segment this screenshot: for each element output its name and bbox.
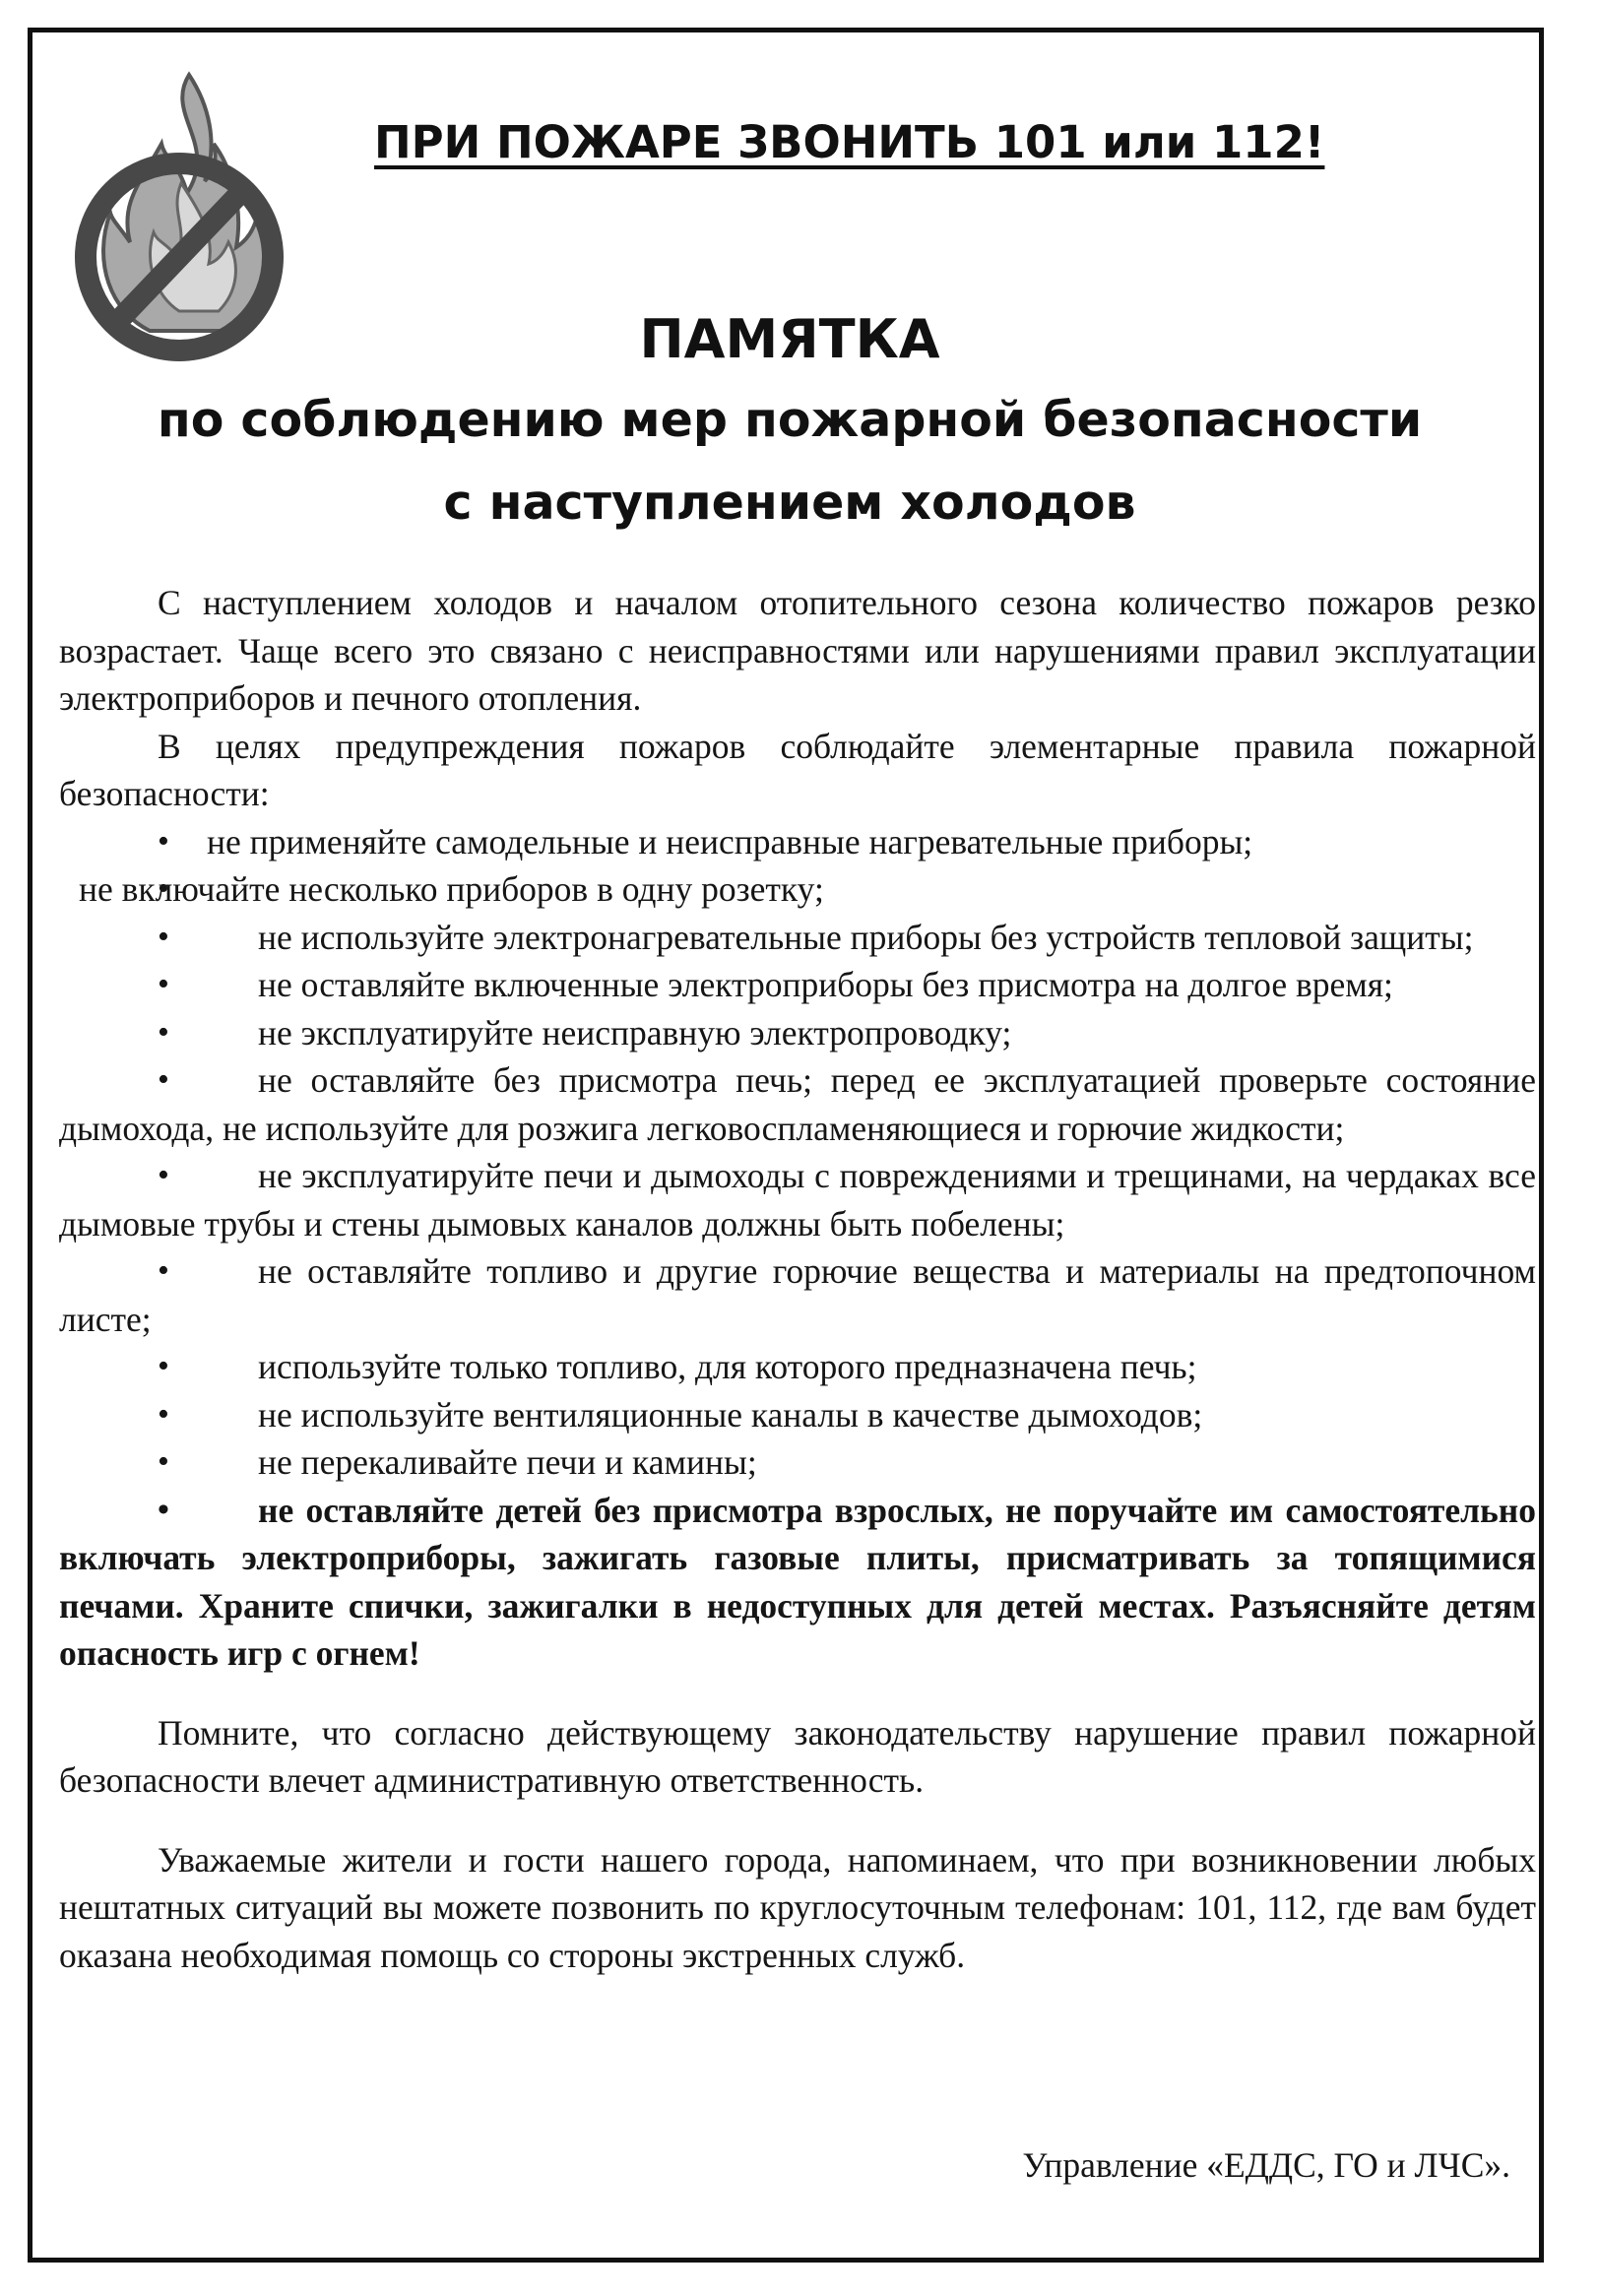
page-title <box>39 300 1540 544</box>
list-item: • не эксплуатируйте неисправную электропроводку; <box>59 1009 1536 1057</box>
title-line-3: с наступлением холодов <box>443 475 1136 531</box>
list-item-children-warning: • не оставляйте детей без присмотра взрослых, не поручайте им самостоятельно включать электроприборы, зажигать газовые плиты, присматривать за топящимися печами. Храните спички, зажигалки в недоступных для детей местах. Разъясняйте детям опасность игр с огнем! <box>59 1487 1536 1678</box>
title-line-1: ПАМЯТКА <box>639 308 940 370</box>
list-item: • используйте только топливо, для которого предназначена печь; <box>59 1343 1536 1391</box>
intro-paragraph-2: В целях предупреждения пожаров соблюдайте элементарные правила пожарной безопасности: <box>59 726 1536 813</box>
list-item: • не используйте вентиляционные каналы в качестве дымоходов; <box>59 1391 1536 1439</box>
closing-paragraph-2: Уважаемые жители и гости нашего города, напоминаем, что при возникновении любых нештатных ситуаций вы можете позвонить по круглосуточным телефонам: 101, 112, где вам будет оказана необходимая помощь со стороны экстренных служб. <box>59 1839 1536 1975</box>
list-item: • не эксплуатируйте печи и дымоходы с повреждениями и трещинами, на чердаках все дымовые трубы и стены дымовых каналов должны быть побелены; <box>59 1152 1536 1247</box>
title-line-2: по соблюдению мер пожарной безопасности <box>157 392 1423 448</box>
closing-paragraph-1: Помните, что согласно действующему законодательству нарушение правил пожарной безопасности влечет административную ответственность. <box>59 1712 1536 1800</box>
spacer <box>59 1678 1536 1709</box>
intro-paragraph-1: С наступлением холодов и началом отопительного сезона количество пожаров резко возрастает. Чаще всего это связано с неисправностями или нарушениями правил эксплуатации электроприборов и печного отопления. <box>59 583 1536 718</box>
list-item: • не перекаливайте печи и камины; <box>59 1438 1536 1487</box>
rules-list <box>59 818 1536 1678</box>
list-item-continuation <box>59 865 1536 914</box>
list-item: • не применяйте самодельные и неисправные нагревательные приборы; <box>59 818 1536 866</box>
list-item: • не оставляйте включенные электроприборы без присмотра на долгое время; <box>59 961 1536 1009</box>
signature: Управление «ЕДДС, ГО и ЛЧС». <box>1022 2145 1510 2185</box>
spacer <box>59 1805 1536 1836</box>
emergency-call-heading: ПРИ ПОЖАРЕ ЗВОНИТЬ 101 или 112! <box>374 116 1325 168</box>
list-item: • не оставляйте топливо и другие горючие вещества и материалы на предтопочном листе; <box>59 1247 1536 1343</box>
memo-body <box>59 579 1536 1979</box>
list-item: • не оставляйте без присмотра печь; перед ее эксплуатацией проверьте состояние дымохода, не используйте для розжига легковоспламеняющиеся и горючие жидкости; <box>59 1056 1536 1152</box>
rule-1-extra: не включайте несколько приборов в одну розетку; <box>79 869 824 909</box>
list-item: • не используйте электронагревательные приборы без устройств тепловой защиты; <box>59 914 1536 962</box>
